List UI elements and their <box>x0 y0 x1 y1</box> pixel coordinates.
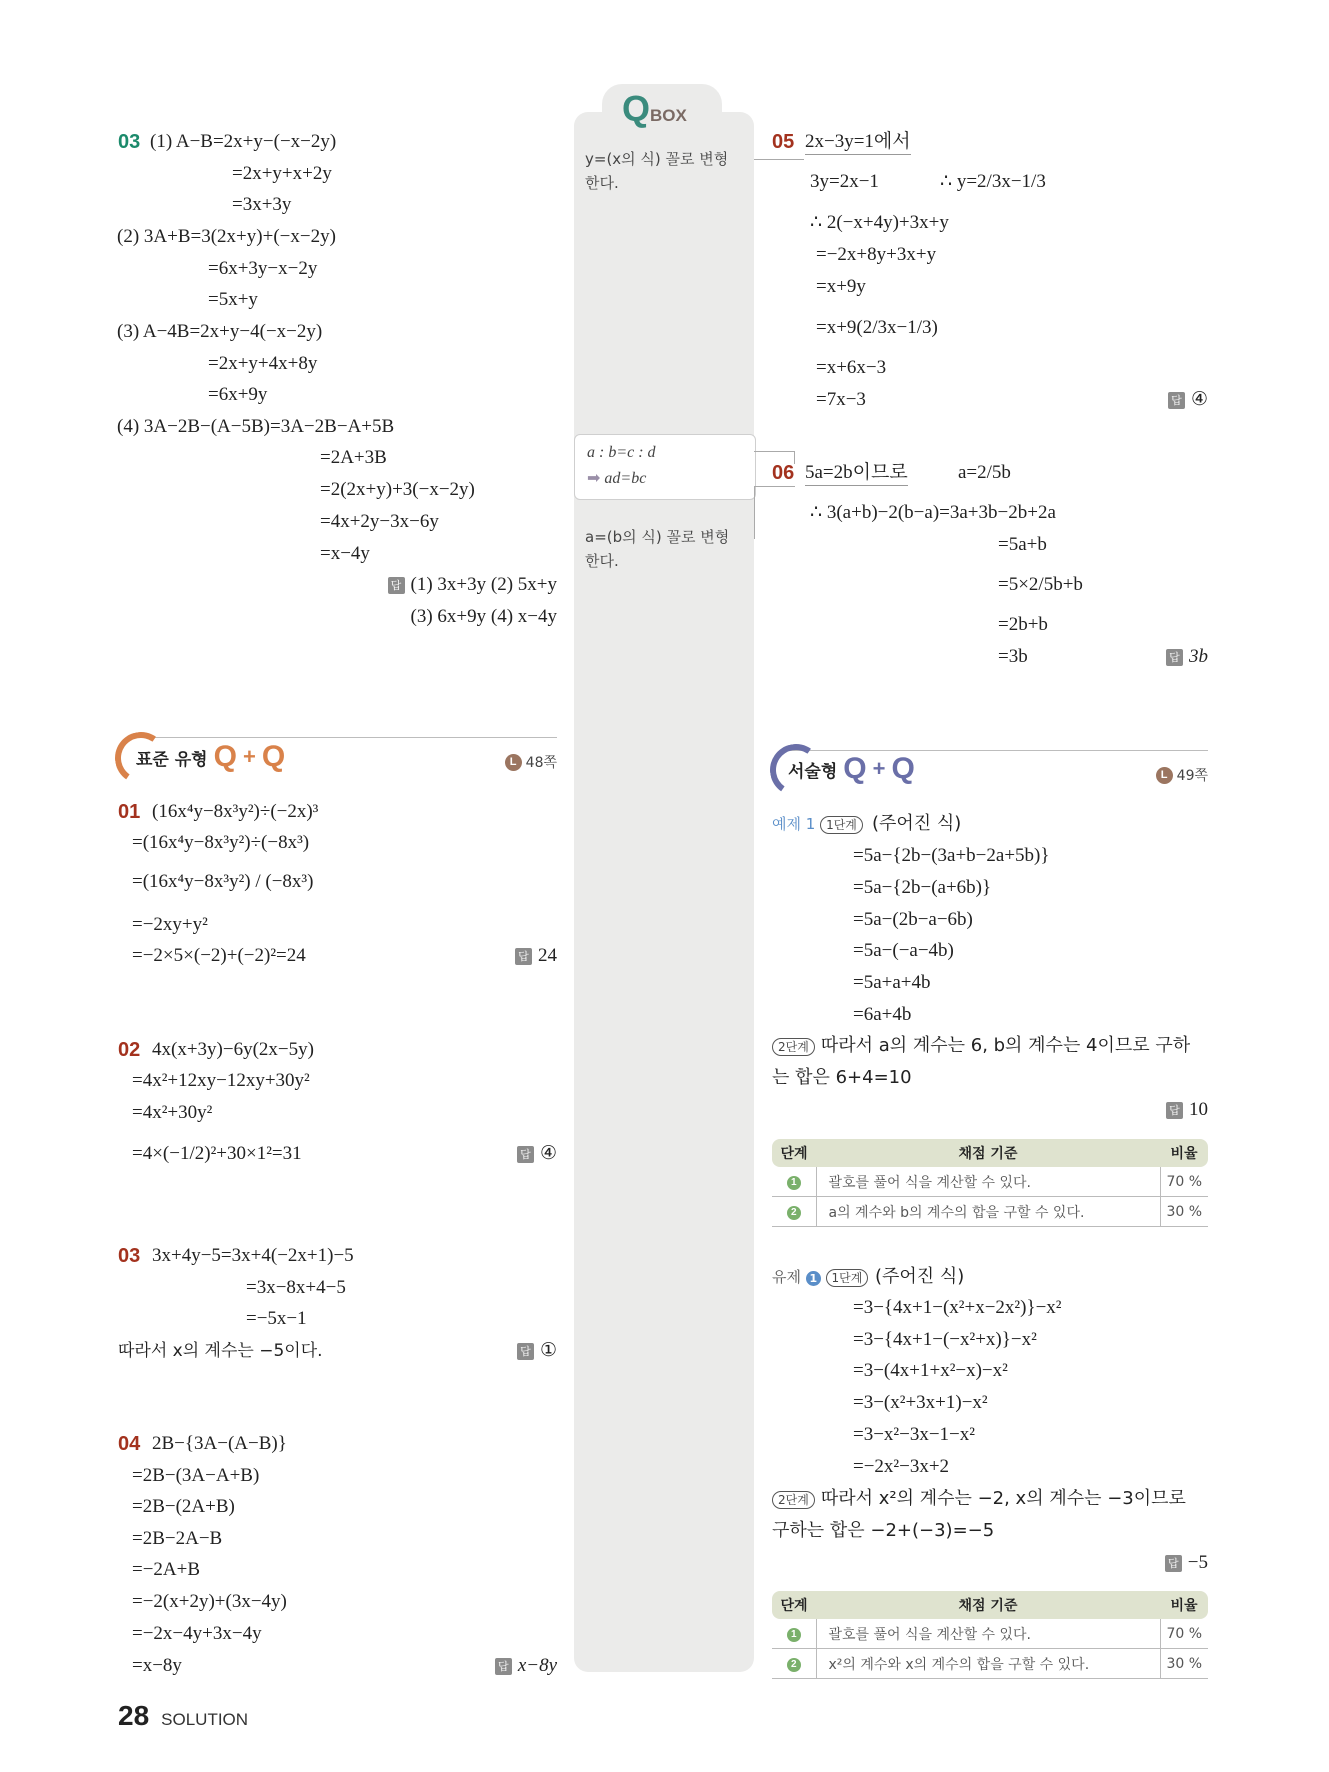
column-header: 채점 기준 <box>816 1591 1160 1619</box>
footer-label: SOLUTION <box>161 1710 249 1729</box>
arrow-icon: ➡ <box>587 470 605 487</box>
math-line: =5×2/5b+b <box>998 574 1083 595</box>
formula-box <box>574 434 756 500</box>
math-line: =x−4y <box>320 543 370 564</box>
math-line: =2B−(3A−A+B) <box>132 1465 260 1486</box>
answer <box>1166 1098 1208 1122</box>
math-line: =5a−(2b−a−6b) <box>853 909 973 930</box>
answer-text: ④ <box>539 1143 557 1164</box>
note-line: a=(b의 식) 꼴로 변형 <box>585 528 730 546</box>
math-line: 4x(x+3y)−6y(2x−5y) <box>152 1039 314 1060</box>
problem-number: 05 <box>772 131 795 153</box>
math-line: =5a−(−a−4b) <box>853 940 954 961</box>
math-line: =5a−{2b−(3a+b−2a+5b)} <box>853 845 1050 866</box>
math-line: 2x−3y=1에서 <box>805 130 911 155</box>
page-ref-text: 48쪽 <box>525 755 557 771</box>
math-line: 3x+4y−5=3x+4(−2x+1)−5 <box>152 1245 354 1266</box>
ratio-cell: 30 % <box>1160 1197 1208 1227</box>
math-line: =3−{4x+1−(x²+x−2x²)}−x² <box>853 1297 1062 1318</box>
answer-text: 3b <box>1189 646 1208 667</box>
math-line: =3x+3y <box>232 194 292 215</box>
conclusion-line <box>772 1034 1190 1058</box>
criterion-cell: 괄호를 풀어 식을 계산할 수 있다. <box>816 1167 1160 1197</box>
math-line: (주어진 식) <box>872 813 962 834</box>
column-header: 단계 <box>772 1591 816 1619</box>
exercise-number-icon: 1 <box>806 1271 821 1286</box>
grading-table <box>772 1591 1208 1679</box>
math-line: =6x+3y−x−2y <box>208 258 318 279</box>
problem-number: 06 <box>772 462 795 484</box>
step-badge: 1단계 <box>826 1269 869 1287</box>
example-heading <box>772 812 869 836</box>
conclusion-text: 따라서 x의 계수는 −5이다. <box>118 1341 323 1361</box>
answer-icon: 답 <box>495 1658 512 1675</box>
page-number: 28 <box>118 1700 150 1731</box>
math-line: =4x²+30y² <box>132 1102 213 1123</box>
step-circle-icon: 1 <box>787 1628 801 1642</box>
answer <box>1168 388 1208 412</box>
connector-line <box>754 486 795 539</box>
note-line: y=(x의 식) 꼴로 변형 <box>585 150 729 168</box>
ratio-cell: 70 % <box>1160 1167 1208 1197</box>
math-line: =−2A+B <box>132 1559 201 1580</box>
section-divider <box>130 737 557 738</box>
grading-table <box>772 1139 1208 1227</box>
answer-icon: 답 <box>388 577 405 594</box>
table-row <box>772 1197 1208 1227</box>
math-line: (3) A−4B=2x+y−4(−x−2y) <box>117 321 323 342</box>
answer-text: (1) 3x+3y (2) 5x+y <box>410 574 557 595</box>
qbox-logo <box>622 88 687 130</box>
answer <box>388 573 558 597</box>
lesson-icon: L <box>505 754 522 771</box>
math-line: ∴ y=2/3x−1/3 <box>940 171 1046 192</box>
criterion-cell: x²의 계수와 x의 계수의 합을 구할 수 있다. <box>816 1649 1160 1679</box>
math-line: =5a−{2b−(a+6b)} <box>853 877 992 898</box>
column-header: 비율 <box>1160 1591 1208 1619</box>
answer <box>515 944 557 968</box>
math-line: =−5x−1 <box>246 1308 307 1329</box>
math-line: =x+9(2/3x−1/3) <box>816 317 938 338</box>
answer <box>517 1142 557 1166</box>
criterion-cell: 괄호를 풀어 식을 계산할 수 있다. <box>816 1619 1160 1649</box>
math-line: =3b <box>998 646 1028 667</box>
answer-icon: 답 <box>517 1343 534 1360</box>
conclusion-line <box>772 1487 1186 1511</box>
conclusion-text: 는 합은 6+4=10 <box>772 1067 912 1088</box>
math-line: =−2×5×(−2)+(−2)²=24 <box>132 945 306 966</box>
page-reference <box>1156 765 1208 785</box>
math-line: =3x−8x+4−5 <box>246 1277 346 1298</box>
criterion-cell: a의 계수와 b의 계수의 합을 구할 수 있다. <box>816 1197 1160 1227</box>
q-logo-icon: Q <box>261 740 286 773</box>
q-logo-icon: Q <box>213 740 237 773</box>
math-line: =−2xy+y² <box>132 914 208 935</box>
math-line: =x+9y <box>816 276 866 297</box>
step-circle-icon: 1 <box>787 1176 801 1190</box>
table-row <box>772 1167 1208 1197</box>
math-line: =2B−(2A+B) <box>132 1496 235 1517</box>
math-line: a=2/5b <box>958 462 1011 483</box>
answer-text: (3) 6x+9y (4) x−4y <box>410 606 557 627</box>
math-line: 2B−{3A−(A−B)} <box>152 1433 287 1454</box>
math-line: =2A+3B <box>320 447 387 468</box>
math-line: (2) 3A+B=3(2x+y)+(−x−2y) <box>117 226 336 247</box>
answer-icon: 답 <box>517 1146 534 1163</box>
answer-icon: 답 <box>1166 649 1183 666</box>
answer-text: −5 <box>1187 1552 1208 1573</box>
math-line: =4x+2y−3x−6y <box>320 511 439 532</box>
math-line: =3−x²−3x−1−x² <box>853 1424 975 1445</box>
step-badge: 2단계 <box>772 1491 815 1509</box>
math-line: =−2x²−3x+2 <box>853 1456 950 1477</box>
answer-icon: 답 <box>515 948 532 965</box>
column-header: 비율 <box>1160 1139 1208 1167</box>
box-line: a : b=c : d <box>587 444 656 461</box>
q-logo-icon: Q <box>843 752 867 785</box>
math-line: (4) 3A−2B−(A−5B)=3A−2B−A+5B <box>117 416 395 437</box>
problem-number: 03 <box>118 131 141 153</box>
note-line: 한다. <box>585 174 619 192</box>
side-note-2 <box>585 525 729 573</box>
answer-icon: 답 <box>1166 1102 1183 1119</box>
math-line: ∴ 3(a+b)−2(b−a)=3a+3b−2b+2a <box>810 502 1056 523</box>
section-header-standard <box>136 740 285 774</box>
step-circle-icon: 2 <box>787 1658 801 1672</box>
math-line: (주어진 식) <box>875 1266 965 1287</box>
ratio-cell: 70 % <box>1160 1619 1208 1649</box>
math-line: =4×(−1/2)²+30×1²=31 <box>132 1143 302 1164</box>
exercise-heading <box>772 1265 874 1289</box>
math-line: =2x+y+x+2y <box>232 163 332 184</box>
example-label: 예제 1 <box>772 815 816 833</box>
conclusion-text: 따라서 a의 계수는 6, b의 계수는 4이므로 구하 <box>820 1035 1191 1056</box>
qbox-logo-q: Q <box>622 88 651 129</box>
math-line: =−2(x+2y)+(3x−4y) <box>132 1591 287 1612</box>
math-line: =2x+y+4x+8y <box>208 353 318 374</box>
qbox-column <box>574 112 754 1672</box>
box-formula: ad=bc <box>604 470 647 487</box>
math-line: =2(2x+y)+3(−x−2y) <box>320 479 475 500</box>
answer <box>1166 645 1208 669</box>
section-title: 서술형 <box>788 761 838 782</box>
answer <box>517 1339 557 1363</box>
problem-number: 03 <box>118 1245 141 1267</box>
answer-icon: 답 <box>1165 1555 1182 1572</box>
note-line: 한다. <box>585 552 619 570</box>
problem-number: 02 <box>118 1039 141 1061</box>
math-line: =5x+y <box>208 289 258 310</box>
answer-text: 24 <box>538 945 557 966</box>
section-title: 표준 유형 <box>136 749 208 770</box>
answer-text: x−8y <box>517 1655 557 1676</box>
qbox-logo-box: BOX <box>650 106 687 125</box>
math-line: =4x²+12xy−12xy+30y² <box>132 1070 310 1091</box>
math-line: (1) A−B=2x+y−(−x−2y) <box>150 131 337 152</box>
math-line: =(16x⁴y−8x³y²)÷(−8x³) <box>132 832 310 853</box>
box-line <box>587 467 646 491</box>
plus-logo-icon: + <box>242 744 256 769</box>
math-line: =5a+a+4b <box>853 972 931 993</box>
section-divider <box>785 750 1208 751</box>
math-line: ∴ 2(−x+4y)+3x+y <box>810 212 949 233</box>
step-badge: 1단계 <box>820 816 863 834</box>
q-logo-icon: Q <box>891 752 915 785</box>
answer <box>495 1654 557 1678</box>
answer-text: 10 <box>1189 1099 1208 1120</box>
step-circle-icon: 2 <box>787 1206 801 1220</box>
answer-icon: 답 <box>1168 392 1185 409</box>
step-badge: 2단계 <box>772 1038 815 1056</box>
page-ref-text: 49쪽 <box>1176 768 1208 784</box>
answer-text: ④ <box>1190 389 1208 410</box>
lesson-icon: L <box>1156 767 1173 784</box>
table-row <box>772 1619 1208 1649</box>
problem-number: 04 <box>118 1433 141 1455</box>
math-line: =3−{4x+1−(−x²+x)}−x² <box>853 1329 1037 1350</box>
math-line: =2B−2A−B <box>132 1528 223 1549</box>
table-row <box>772 1649 1208 1679</box>
math-line: =7x−3 <box>816 389 866 410</box>
column-header: 채점 기준 <box>816 1139 1160 1167</box>
column-header: 단계 <box>772 1139 816 1167</box>
math-line: =3−(x²+3x+1)−x² <box>853 1392 988 1413</box>
math-line: =x−8y <box>132 1655 182 1676</box>
math-line: =6x+9y <box>208 384 268 405</box>
math-line: =5a+b <box>998 534 1047 555</box>
math-line: (16x⁴y−8x³y²)÷(−2x)³ <box>152 801 319 822</box>
plus-logo-icon: + <box>872 756 886 781</box>
problem-number: 01 <box>118 801 141 823</box>
math-line: 3y=2x−1 <box>810 171 879 192</box>
math-line: 5a=2b이므로 <box>805 461 908 486</box>
math-line: =6a+4b <box>853 1004 912 1025</box>
side-note-1 <box>585 147 728 195</box>
answer <box>411 605 558 629</box>
connector-line <box>754 159 804 170</box>
page-footer <box>118 1700 248 1732</box>
math-line: =3−(4x+1+x²−x)−x² <box>853 1360 1008 1381</box>
math-line: =−2x−4y+3x−4y <box>132 1623 262 1644</box>
conclusion-text: 따라서 x²의 계수는 −2, x의 계수는 −3이므로 <box>820 1488 1186 1509</box>
math-line: =2b+b <box>998 614 1048 635</box>
math-line: =x+6x−3 <box>816 357 887 378</box>
answer-text: ① <box>539 1340 557 1361</box>
answer <box>1165 1551 1208 1575</box>
ratio-cell: 30 % <box>1160 1649 1208 1679</box>
page-reference <box>505 752 557 772</box>
section-header-descriptive <box>788 752 915 786</box>
exercise-label: 유제 <box>772 1268 801 1286</box>
math-line: =(16x⁴y−8x³y²) / (−8x³) <box>132 871 314 892</box>
math-line: =−2x+8y+3x+y <box>816 244 937 265</box>
conclusion-text: 구하는 합은 −2+(−3)=−5 <box>772 1520 995 1541</box>
